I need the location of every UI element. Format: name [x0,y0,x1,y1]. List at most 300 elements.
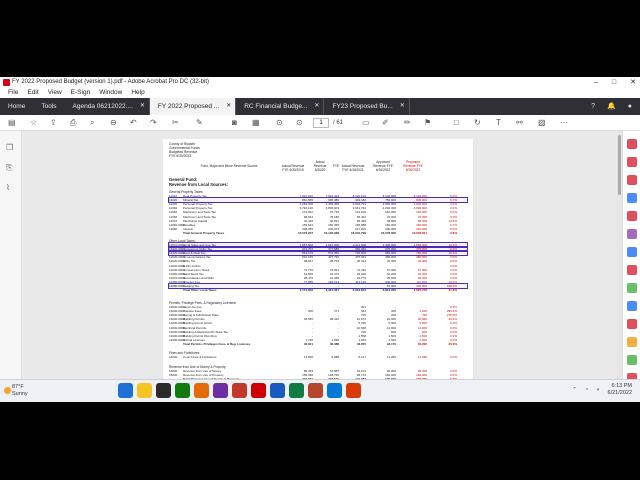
clock-date: 6/21/2022 [607,390,632,396]
cell-value: 4,000,000 [382,206,396,211]
cell-value: 2,600,000 [382,202,396,207]
close-tab-icon[interactable]: ✕ [139,103,145,109]
tab-tools[interactable]: Tools [41,103,57,110]
account-code: 12070-0001 [169,275,186,280]
cell-value: 3.6% [450,230,457,235]
revenue-source: Total Permits, Privileges Fees, & Reg. Licenses [183,341,251,346]
header-line: Governmental Funds [169,146,200,150]
more-icon[interactable]: ⋯ [560,118,568,127]
cell-value: 600 [421,329,427,334]
menu-bar [0,88,640,98]
tab-home[interactable]: Home [8,103,26,110]
revenue-source: Real Property Tax [183,194,207,198]
account-code: 11020 [169,198,178,203]
cell-value: - [338,321,339,326]
cell-value: 4,635,759 [413,288,427,293]
page-number-input[interactable]: 1 [313,118,329,128]
account-code: 12020-0003 [169,255,186,260]
cell-value: 55,000 [417,218,427,223]
cell-value: 1,587,502 [299,243,313,247]
account-code: 12060-0001 [169,271,186,276]
upload-icon[interactable]: ⇪ [50,118,57,127]
cell-value: 2,400,000 [382,243,396,247]
cell-value: 33,565 [303,317,313,322]
cell-value: 301 [360,305,366,309]
cell-value: 475,544 [355,255,366,260]
cell-value: 861,565 [302,198,313,203]
organize-pages-icon[interactable] [627,265,637,275]
account-code: 11030 [169,202,178,207]
cell-value: 160,000 [416,373,427,378]
notifications-icon[interactable]: 🔔 [607,103,616,110]
cell-value: - [395,305,396,309]
cell-value: 160,000 [385,373,396,378]
fill-sign-icon[interactable] [627,319,637,329]
cell-value: 85,453 [303,369,313,373]
tab-rc-financial[interactable] [236,98,324,115]
help-icon[interactable]: ? [591,103,596,110]
stamp-icon[interactable]: ⚑ [424,118,432,127]
cell-value: 30,000 [417,317,427,322]
cell-value: - [338,263,339,268]
cell-value: 0.0% [450,271,457,276]
zoom-tool-icon[interactable] [627,157,637,167]
cell-value: 0.0% [450,214,457,219]
cell-value: - [312,329,313,334]
account-code: 12080-0001 [169,279,186,284]
menu-esign[interactable]: E-Sign [70,89,91,96]
cell-value: 275.0% [446,313,457,318]
cell-value: 4,000,000 [413,206,427,211]
revenue-source: Personal Property Tax [183,202,213,207]
cell-value: 20.9% [448,341,457,346]
cell-value: 650,000 [385,251,396,256]
account-icon[interactable]: ● [627,103,632,110]
taskbar-app-icon[interactable] [346,383,361,398]
taskbar-app-icon[interactable] [232,383,247,398]
cell-value: 43,870 [356,341,366,346]
cell-value: 0.0% [450,263,457,268]
rectangle-icon[interactable]: □ [454,118,459,127]
cell-value: 0.0% [450,194,457,198]
export-pdf-icon[interactable] [627,175,637,185]
cell-value: - [365,263,366,268]
col-header-fye: FYE [332,164,340,168]
taskbar-app-icon[interactable] [308,383,323,398]
next-page-icon[interactable]: ⊙ [296,118,303,127]
cell-value: 7,922,010 [299,194,313,198]
cell-value: 155,468 [302,373,313,378]
cell-value: 40,831 [329,218,339,223]
account-code: 12080-0002 [169,284,186,288]
olt-header: Other Local Taxes: [169,239,196,243]
weather-desc: Sunny [12,391,28,397]
cell-value: - [395,263,396,268]
col-header-source: Fund, Major and Minor Revenue Source [200,164,258,168]
camera-icon[interactable]: ◙ [232,118,237,127]
cell-value: 56,490 [356,218,366,223]
sun-icon [4,387,11,394]
taskbar-app-icon[interactable] [175,383,190,398]
col-header-fy20: Actual Revenue 6/30/20 [313,160,327,172]
pages-icon[interactable]: ❐ [6,143,14,152]
measure-icon[interactable] [627,355,637,365]
cell-value: 200,000 [385,226,396,231]
close-window-button[interactable]: ✕ [630,79,636,86]
cell-value: 85,714 [356,373,366,378]
revenue-source: Animal Licenses [183,337,205,342]
cell-value: 5.0% [450,226,457,231]
cell-value: 21.6% [448,288,457,293]
wifi-icon[interactable]: ◔ [584,387,589,393]
cell-value: 97,719 [329,210,339,215]
account-code: 11010 [169,194,178,198]
text-icon[interactable]: T [496,118,501,127]
taskbar-app-icon[interactable] [194,383,209,398]
cell-value: 36.4% [448,317,457,322]
tab-agenda[interactable] [65,98,150,115]
taskbar-app-icon[interactable] [213,383,228,398]
pp-header: Permits, Privilege Fees, & Regulatory Licenses: [169,301,237,305]
left-navigation-rail [0,131,22,402]
cell-value: 0.0% [450,275,457,280]
close-tab-icon[interactable]: ✕ [314,103,320,109]
cell-value: 750 [421,313,427,318]
cell-value: 38,947 [303,259,313,264]
cell-value: 0.0% [450,329,457,334]
cell-value: 0.0% [450,259,457,264]
cell-value: 13,666 [303,355,313,359]
revenue-source: Machinery and Tools Tax [183,210,216,215]
account-code: 13030-0006 [169,325,186,330]
header-line: Budgeted Revenue [169,150,198,154]
col-header-fy19: Actual Revenue FYE 6/30/2019 [281,164,305,172]
cell-value: 1,735 [305,337,313,342]
cell-value: 32,000 [417,259,427,264]
cell-value: 2,600,000 [413,202,427,207]
account-code: 12020-0002 [169,251,186,256]
cell-value: 480,000 [416,255,427,260]
cell-value: 572,350 [328,251,339,256]
cell-value: 70,000 [417,214,427,219]
cell-value: 800,000 [416,198,427,203]
tab-label: FY23 Proposed Bu... [332,103,393,110]
minimize-button[interactable]: – [593,79,598,86]
taskbar-app-icon[interactable] [251,383,266,398]
save-icon[interactable]: ▤ [8,118,16,127]
cell-value: 16,078,000 [380,230,396,235]
image-icon[interactable]: ▨ [538,118,546,127]
cell-value: 3,836,003 [325,206,339,211]
account-code: 13030-0009 [169,337,186,342]
cell-value: 1,664 [358,337,366,342]
cell-value: 114,135 [355,279,366,284]
cell-value: 208,265 [302,226,313,231]
col-header-fy23: Proposed Revenue FYE 6/30/2023 [403,160,423,172]
cell-value: 449,182 [355,198,366,203]
bookmark-star-icon[interactable]: ☆ [30,118,38,127]
comment-icon[interactable]: ▭ [362,118,370,127]
account-code: 12010-0001 [169,243,186,247]
cell-value: 150,000 [385,222,396,227]
tab-fy23-budget[interactable] [324,98,409,115]
attachments-icon[interactable]: ⌇ [6,183,10,192]
link-icon[interactable]: ⚯ [516,118,523,127]
cell-value: 67,000 [386,267,396,272]
revenue-source: Electrical Permits [183,325,207,330]
cell-value: 795 [360,313,366,318]
revenue-source: Personal Property Tax [183,206,213,211]
revenue-source: Local Sales and Use Tax [183,243,216,247]
account-code: 13030-0004 [169,317,186,322]
gpt-header: General Property Taxes: [169,190,204,194]
cell-value: 217,200 [355,226,366,231]
revenue-source: Zoning & Subdivision Plats [183,313,219,318]
prev-page-icon[interactable]: ⊙ [276,118,283,127]
cell-value: 160,000 [385,210,396,215]
create-pdf-icon[interactable] [627,193,637,203]
account-code: 11060 [169,214,178,219]
cell-value: 1,500 [419,337,427,342]
cell-value: 1,621,300 [325,243,339,247]
cell-value: 3,961,764 [352,206,366,211]
cell-value: 0.0% [450,337,457,342]
cell-value: 24,374 [329,271,339,276]
cell-value: 0.0% [450,305,457,309]
scroll-thumb[interactable] [618,135,621,195]
cell-value: 77,955 [303,279,313,284]
search-tool-icon[interactable] [627,139,637,149]
taskbar-app-icon[interactable] [137,383,152,398]
cell-value: 305 [390,309,396,314]
clock-time: 6:13 PM [611,383,632,389]
cell-value: 210,000 [416,226,427,231]
cell-value: 700,505 [355,251,366,256]
cell-value: 200 [390,313,396,318]
cell-value: 306 [307,309,313,314]
cell-value: 3,792,126 [299,206,313,211]
cell-value: 68,044 [303,214,313,219]
menu-edit[interactable]: Edit [27,89,39,96]
revenue-source: Bank Stock Tax [183,271,204,276]
cell-value: 8,100,000 [413,194,427,198]
close-tab-icon[interactable]: ✕ [226,103,232,109]
cell-value: 74,770 [303,267,313,272]
cell-value: 1,558 [358,333,366,338]
search-icon[interactable]: ⌕ [90,118,95,127]
cell-value: 196,988 [355,222,366,227]
cell-value: 0.0% [450,355,457,359]
cell-value: 497,790 [328,255,339,260]
account-code: 11060-0001 [169,222,185,227]
cell-value: 2,604,791 [352,202,366,207]
document-header [169,142,467,158]
cell-value: - [426,305,427,309]
menu-view[interactable]: View [47,89,62,96]
cell-value: 100,014 [328,279,339,284]
revenue-source: Recordations and Wills [183,275,214,280]
clock[interactable] [608,383,632,397]
cell-value: 24,489 [329,275,339,280]
account-code: 12020-0005 [169,263,186,268]
cell-value: 150,355 [328,222,339,227]
cell-value: - [312,263,313,268]
system-tray [572,383,632,397]
cell-value: 0.0% [450,210,457,215]
protect-icon[interactable] [627,301,637,311]
revenue-source: Mineral Tax [183,198,199,203]
undo-icon[interactable]: ↶ [130,118,137,127]
cell-value: 2,459,469 [325,202,339,207]
cell-value: - [312,325,313,330]
send-review-icon[interactable] [627,337,637,347]
comment-tool-icon[interactable] [627,229,637,239]
cell-value: 0.0% [450,202,457,207]
revenue-source: Food & Meal Tax [183,251,206,256]
cell-value: 38,422 [329,317,339,322]
cell-value: 2,650,000 [413,243,427,247]
cell-value: 8,147 [358,355,366,359]
menu-file[interactable]: File [8,89,19,96]
account-code: 15020 [169,369,178,373]
header-line: FYE 6/30/2023 [169,154,191,158]
volume-icon[interactable]: ◖ [596,387,600,393]
ff-header: Fines and Forfeitures: [169,351,201,355]
draw-icon[interactable]: ✏ [404,118,411,127]
cell-value: 22,779 [356,275,366,280]
cell-value: 67,000 [386,284,396,288]
cell-value: 375,000 [416,247,427,252]
menu-help[interactable]: Help [131,89,145,96]
cell-value: 8,120,192 [352,194,366,198]
taskbar-apps [118,383,361,398]
cell-value: 480,000 [385,255,396,260]
main-toolbar [0,115,640,131]
cell-value: 695,380 [328,198,339,203]
account-code: 13030-0008 [169,333,186,338]
account-code: 12020-0001 [169,247,186,252]
cell-value: 25,000 [386,275,396,280]
cell-value: 371 [333,309,339,314]
revenue-source: Building Permit Plumbing [183,333,217,338]
document-viewer[interactable] [23,131,617,402]
revenue-source: Interest [183,226,194,231]
cell-value: 377,580 [328,247,339,252]
col-header-fy21: Actual Revenue FYE 6/30/2021 [341,164,365,172]
cell-value: 0.0% [450,247,457,252]
cell-value: 48,000 [386,218,396,223]
cell-value: 542 [360,309,366,314]
cell-value: 16,655,811 [412,230,427,235]
cell-value: - [338,333,339,338]
window-controls [594,77,636,88]
cell-value: 42,426 [303,218,313,223]
combine-files-icon[interactable] [627,247,637,257]
revenue-source: Penalties [183,222,196,227]
cell-value: 15,573,207 [297,230,313,235]
taskbar-app-icon[interactable] [118,383,133,398]
menu-window[interactable]: Window [99,89,123,96]
tab-fy2022-budget[interactable] [150,98,236,115]
close-tab-icon[interactable]: ✕ [399,103,405,109]
revenue-source: Land Use Fee [183,305,202,309]
tab-bar [0,98,640,115]
maximize-button[interactable]: □ [611,79,617,86]
cell-value: 10.4% [448,243,457,247]
cell-value: 1,500 [419,333,427,338]
cell-value: 11,250 [387,355,396,359]
cell-value: 0.0% [450,255,457,260]
rotate-icon[interactable]: ↻ [474,118,481,127]
cell-value: 1,696 [331,337,339,342]
revenue-source: Transfer Fees [183,309,202,314]
cell-value: 293.4% [446,309,457,314]
account-code: 13030-0005 [169,321,186,326]
cell-value: 2,284,000 [299,202,313,207]
scan-ocr-icon[interactable] [627,283,637,293]
cell-value: 5,000 [388,321,396,326]
taskbar-app-icon[interactable] [327,383,342,398]
general-fund-title: General Fund: [169,177,198,182]
taskbar-app-icon[interactable] [289,383,304,398]
edit-pdf-icon[interactable] [627,211,637,221]
taskbar-app-icon[interactable] [156,383,171,398]
cell-value: 29,320 [356,271,366,276]
cell-value: - [312,333,313,338]
revenue-source: Court Fines & Forfeitures [183,355,217,359]
redo-icon[interactable]: ↷ [150,118,157,127]
account-code: 12030-0001 [169,267,186,272]
cell-value: 5,000 [419,321,427,326]
cell-value: - [312,284,313,288]
bookmarks-icon[interactable]: ⎘ [6,163,13,172]
table-row [169,355,467,359]
chevron-up-icon[interactable]: ⌃ [572,387,577,393]
cell-value: - [426,263,427,268]
cell-value: 11,250 [418,355,427,359]
cell-value: 100,000 [385,279,396,284]
cell-value: 1,500 [388,337,396,342]
edit-icon[interactable]: ✎ [196,118,203,127]
cell-value: 532,155 [302,255,313,260]
tab-label: RC Financial Budge... [244,103,308,110]
cell-value: 14.6% [448,218,457,223]
cell-value: 3,812,200 [382,288,396,293]
cell-value: 375,000 [385,247,396,252]
taskbar-app-icon[interactable] [270,383,285,398]
weather-widget[interactable] [12,384,28,398]
print-icon[interactable]: ⎙ [70,118,77,127]
revenue-source: Wrecker Fee [183,279,201,284]
cell-value: - [312,305,313,309]
cell-value: - [312,313,313,318]
cut-icon[interactable]: ✂ [172,118,179,127]
highlight-icon[interactable]: ✐ [382,118,389,127]
cell-value: 360,940 [355,247,366,252]
organize-icon[interactable]: ▦ [252,118,260,127]
account-code: 13030-0002 [169,309,186,314]
revenue-source: E-911 Grants [183,263,201,268]
zoom-out-icon[interactable]: ⊖ [110,118,117,127]
cell-value: 5,760 [358,321,366,326]
cell-value: 374,707 [302,247,313,252]
revenue-source: Revenue from Use of Money [183,369,222,373]
cell-value: - [338,305,339,309]
cell-value: 22,000 [386,317,396,322]
account-code: 11070 [169,218,178,223]
cell-value: 750,000 [416,251,427,256]
revenue-source: Building & Electrical 2% State Tax [183,329,228,334]
